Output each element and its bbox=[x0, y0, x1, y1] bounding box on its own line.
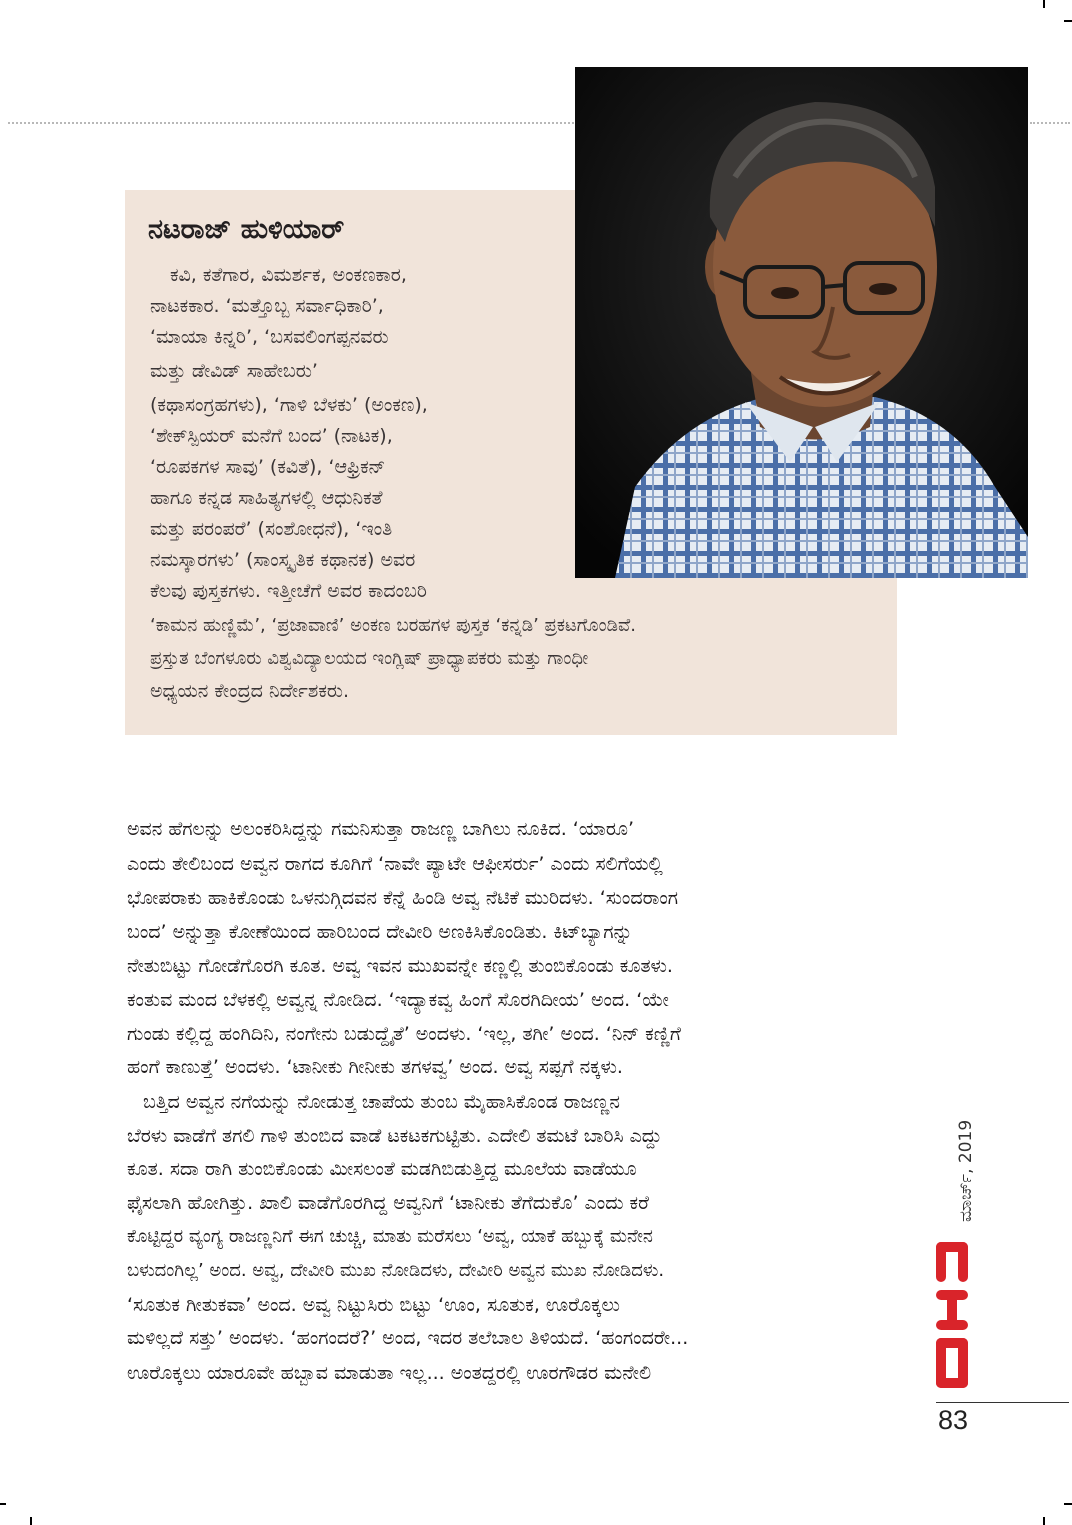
body-line: ಫೈಸಲಾಗಿ ಹೋಗಿತ್ತು. ಖಾಲಿ ವಾಡೆಗೊರಗಿದ್ದ ಅವ್ವನಿಗೆ ‘ಟಾನೀಕು ತೆಗೆದುಕೊ’ ಎಂದು ಕರೆ bbox=[127, 1192, 649, 1214]
body-line: ಎಂದು ತೇಲಿಬಂದ ಅವ್ವನ ರಾಗದ ಕೂಗಿಗೆ ‘ನಾವೇ ಪ್ಯಾಟೇ ಆಫೀಸರ್ರು’ ಎಂದು ಸಲಿಗೆಯಲ್ಲಿ bbox=[127, 853, 663, 875]
body-line: ಕೊಟ್ಟಿದ್ದರ ವ್ಯಂಗ್ಯ ರಾಜಣ್ಣನಿಗೆ ಈಗ ಚುಚ್ಚಿ, ಮಾತು ಮರೆಸಲು ‘ಅವ್ವ, ಯಾಕೆ ಹಬ್ಬುಕ್ಕೆ ಮನೇನ bbox=[127, 1226, 653, 1247]
crop-mark bbox=[1043, 0, 1045, 8]
page-number-rule bbox=[936, 1402, 1069, 1403]
body-line: ಬಂದ’ ಅನ್ನುತ್ತಾ ಕೋಣೆಯಿಂದ ಹಾರಿಬಂದ ದೇವೀರಿ ಅಣಕಿಸಿಕೊಂಡಿತು. ಕಿಟ್‌ಬ್ಯಾಗನ್ನು bbox=[127, 921, 633, 943]
magazine-logo bbox=[932, 1240, 972, 1392]
body-line: ಅವನ ಹೆಗಲನ್ನು ಅಲಂಕರಿಸಿದ್ದನ್ನು ಗಮನಿಸುತ್ತಾ ರಾಜಣ್ಣ ಬಾಗಿಲು ನೂಕಿದ. ‘ಯಾರೂ’ bbox=[127, 818, 635, 840]
bio-line: ‘ರೂಪಕಗಳ ಸಾವು’ (ಕವಿತೆ), ‘ಆಫ್ರಿಕನ್ bbox=[150, 456, 386, 478]
crop-mark bbox=[1043, 1517, 1045, 1525]
bio-line: ‘ಮಾಯಾ ಕಿನ್ನರಿ’, ‘ಬಸವಲಿಂಗಪ್ಪನವರು bbox=[150, 326, 389, 348]
issue-date-text: ಮಾರ್ಚ್, 2019 bbox=[956, 1119, 976, 1222]
body-line: ಮಳಿಲ್ಲದೆ ಸತ್ತು’ ಅಂದಳು. ‘ಹಂಗಂದರೆ?’ ಅಂದ, ಇದರ ತಲೆಬಾಲ ತಿಳಿಯದೆ. ‘ಹಂಗಂದರೇ... bbox=[127, 1327, 689, 1349]
body-line: ಊರೊಕ್ಕಲು ಯಾರೂವೇ ಹಬ್ಬಾವ ಮಾಡುತಾ ಇಲ್ಲ... ಅಂತದ್ದರಲ್ಲಿ ಊರಗೌಡರ ಮನೇಲಿ bbox=[127, 1362, 652, 1384]
body-line: ‘ಸೂತುಕ ಗೀತುಕವಾ’ ಅಂದ. ಅವ್ವ ನಿಟ್ಟುಸಿರು ಬಿಟ್ಟು ‘ಊಂ, ಸೂತುಕ, ಊರೊಕ್ಕಲು bbox=[127, 1294, 620, 1316]
bio-line: ‘ಶೇಕ್‌ಸ್ಪಿಯರ್ ಮನೆಗೆ ಬಂದ’ (ನಾಟಕ), bbox=[150, 425, 393, 447]
bio-line: ನಾಟಕಕಾರ. ‘ಮತ್ತೊಬ್ಬ ಸರ್ವಾಧಿಕಾರಿ’, bbox=[150, 295, 384, 317]
body-line: ಭೋಪರಾಕು ಹಾಕಿಕೊಂಡು ಒಳನುಗ್ಗಿದವನ ಕೆನ್ನೆ ಹಿಂಡಿ ಅವ್ವ ನೆಟಿಕೆ ಮುರಿದಳು. ‘ಸುಂದರಾಂಗ bbox=[127, 887, 679, 909]
body-line: ಬೆರಳು ವಾಡೆಗೆ ತಗಲಿ ಗಾಳಿ ತುಂಬಿದ ವಾಡೆ ಟಕಟಕಗುಟ್ಟಿತು. ಎದೇಲಿ ತಮಟೆ ಬಾರಿಸಿ ಎದ್ದು bbox=[127, 1125, 662, 1147]
dotted-rule-left bbox=[8, 122, 574, 124]
body-line: ಕೂತ. ಸದಾ ರಾಗಿ ತುಂಬಿಕೊಂಡು ಮೀಸಲಂತೆ ಮಡಗಿಬಿಡುತ್ತಿದ್ದ ಮೂಲೆಯ ವಾಡೆಯೂ bbox=[127, 1158, 637, 1180]
dotted-rule-right bbox=[1030, 122, 1070, 124]
bio-line: ‘ಕಾಮನ ಹುಣ್ಣಿಮೆ’, ‘ಪ್ರಜಾವಾಣಿ’ ಅಂಕಣ ಬರಹಗಳ ಪುಸ್ತಕ ‘ಕನ್ನಡಿ’ ಪ್ರಕಟಗೊಂಡಿವೆ. bbox=[150, 615, 636, 636]
body-line: ಬತ್ತಿದ ಅವ್ವನ ನಗೆಯನ್ನು ನೋಡುತ್ತ ಚಾಪೆಯ ತುಂಬ ಮೈಹಾಸಿಕೊಂಡ ರಾಜಣ್ಣನ bbox=[143, 1091, 620, 1113]
crop-mark bbox=[0, 1503, 6, 1505]
bio-line: ಕವಿ, ಕತೆಗಾರ, ವಿಮರ್ಶಕ, ಅಂಕಣಕಾರ, bbox=[170, 264, 407, 286]
page-number: 83 bbox=[938, 1405, 969, 1435]
bio-line: ಮತ್ತು ಪರಂಪರೆ’ (ಸಂಶೋಧನೆ), ‘ಇಂತಿ bbox=[150, 518, 393, 540]
bio-line: ಅಧ್ಯಯನ ಕೇಂದ್ರದ ನಿರ್ದೇಶಕರು. bbox=[150, 680, 349, 702]
bio-line: ನಮಸ್ಕಾರಗಳು’ (ಸಾಂಸ್ಕೃತಿಕ ಕಥಾನಕ) ಅವರ bbox=[150, 549, 416, 571]
bio-line: ಮತ್ತು ಡೇವಿಡ್ ಸಾಹೇಬರು’ bbox=[150, 360, 318, 382]
bio-line: ಕೆಲವು ಪುಸ್ತಕಗಳು. ಇತ್ತೀಚೆಗೆ ಅವರ ಕಾದಂಬರಿ bbox=[150, 580, 427, 602]
crop-mark bbox=[30, 1517, 32, 1525]
crop-mark bbox=[1064, 20, 1072, 22]
body-line: ಬಳುದಂಗಿಲ್ಲ’ ಅಂದ. ಅವ್ವ, ದೇವೀರಿ ಮುಖ ನೋಡಿದಳು, ದೇವೀರಿ ಅವ್ವನ ಮುಖ ನೋಡಿದಳು. bbox=[127, 1260, 665, 1281]
bio-line: ಪ್ರಸ್ತುತ ಬೆಂಗಳೂರು ವಿಶ್ವವಿದ್ಯಾಲಯದ ಇಂಗ್ಲಿಷ್ ಪ್ರಾಧ್ಯಾಪಕರು ಮತ್ತು ಗಾಂಧೀ bbox=[150, 648, 589, 669]
author-photo bbox=[575, 67, 1028, 578]
body-line: ಹಂಗೆ ಕಾಣುತ್ತೆ’ ಅಂದಳು. ‘ಟಾನೀಕು ಗೀನೀಕು ತಗಳವ್ವ’ ಅಂದ. ಅವ್ವ ಸಪ್ಪಗೆ ನಕ್ಕಳು. bbox=[127, 1056, 623, 1078]
crop-mark bbox=[1064, 1503, 1072, 1505]
author-name: ನಟರಾಜ್ ಹುಳಿಯಾರ್ bbox=[148, 214, 345, 245]
bio-line: (ಕಥಾಸಂಗ್ರಹಗಳು), ‘ಗಾಳಿ ಬೆಳಕು’ (ಅಂಕಣ), bbox=[150, 394, 428, 416]
body-line: ನೇತುಬಿಟ್ಟು ಗೋಡೆಗೊರಗಿ ಕೂತ. ಅವ್ವ ಇವನ ಮುಖವನ್ನೇ ಕಣ್ಣಲ್ಲಿ ತುಂಬಿಕೊಂಡು ಕೂತಳು. bbox=[127, 955, 673, 977]
bio-line: ಹಾಗೂ ಕನ್ನಡ ಸಾಹಿತ್ಯಗಳಲ್ಲಿ ಆಧುನಿಕತೆ bbox=[150, 487, 383, 509]
body-line: ಗುಂಡು ಕಲ್ಲಿದ್ದ ಹಂಗಿದಿನಿ, ನಂಗೇನು ಬಡುದ್ದೈತೆ’ ಅಂದಳು. ‘ಇಲ್ಲ, ತಗೀ’ ಅಂದ. ‘ನಿನ್ ಕಣ್ಣಿಗೆ bbox=[127, 1023, 681, 1045]
body-line: ಕಂತುವ ಮಂದ ಬೆಳಕಲ್ಲಿ ಅವ್ವನ್ನ ನೋಡಿದ. ‘ಇದ್ಯಾಕವ್ವ ಹಿಂಗೆ ಸೊರಗಿದೀಯ’ ಅಂದ. ‘ಯೇ bbox=[127, 989, 669, 1011]
